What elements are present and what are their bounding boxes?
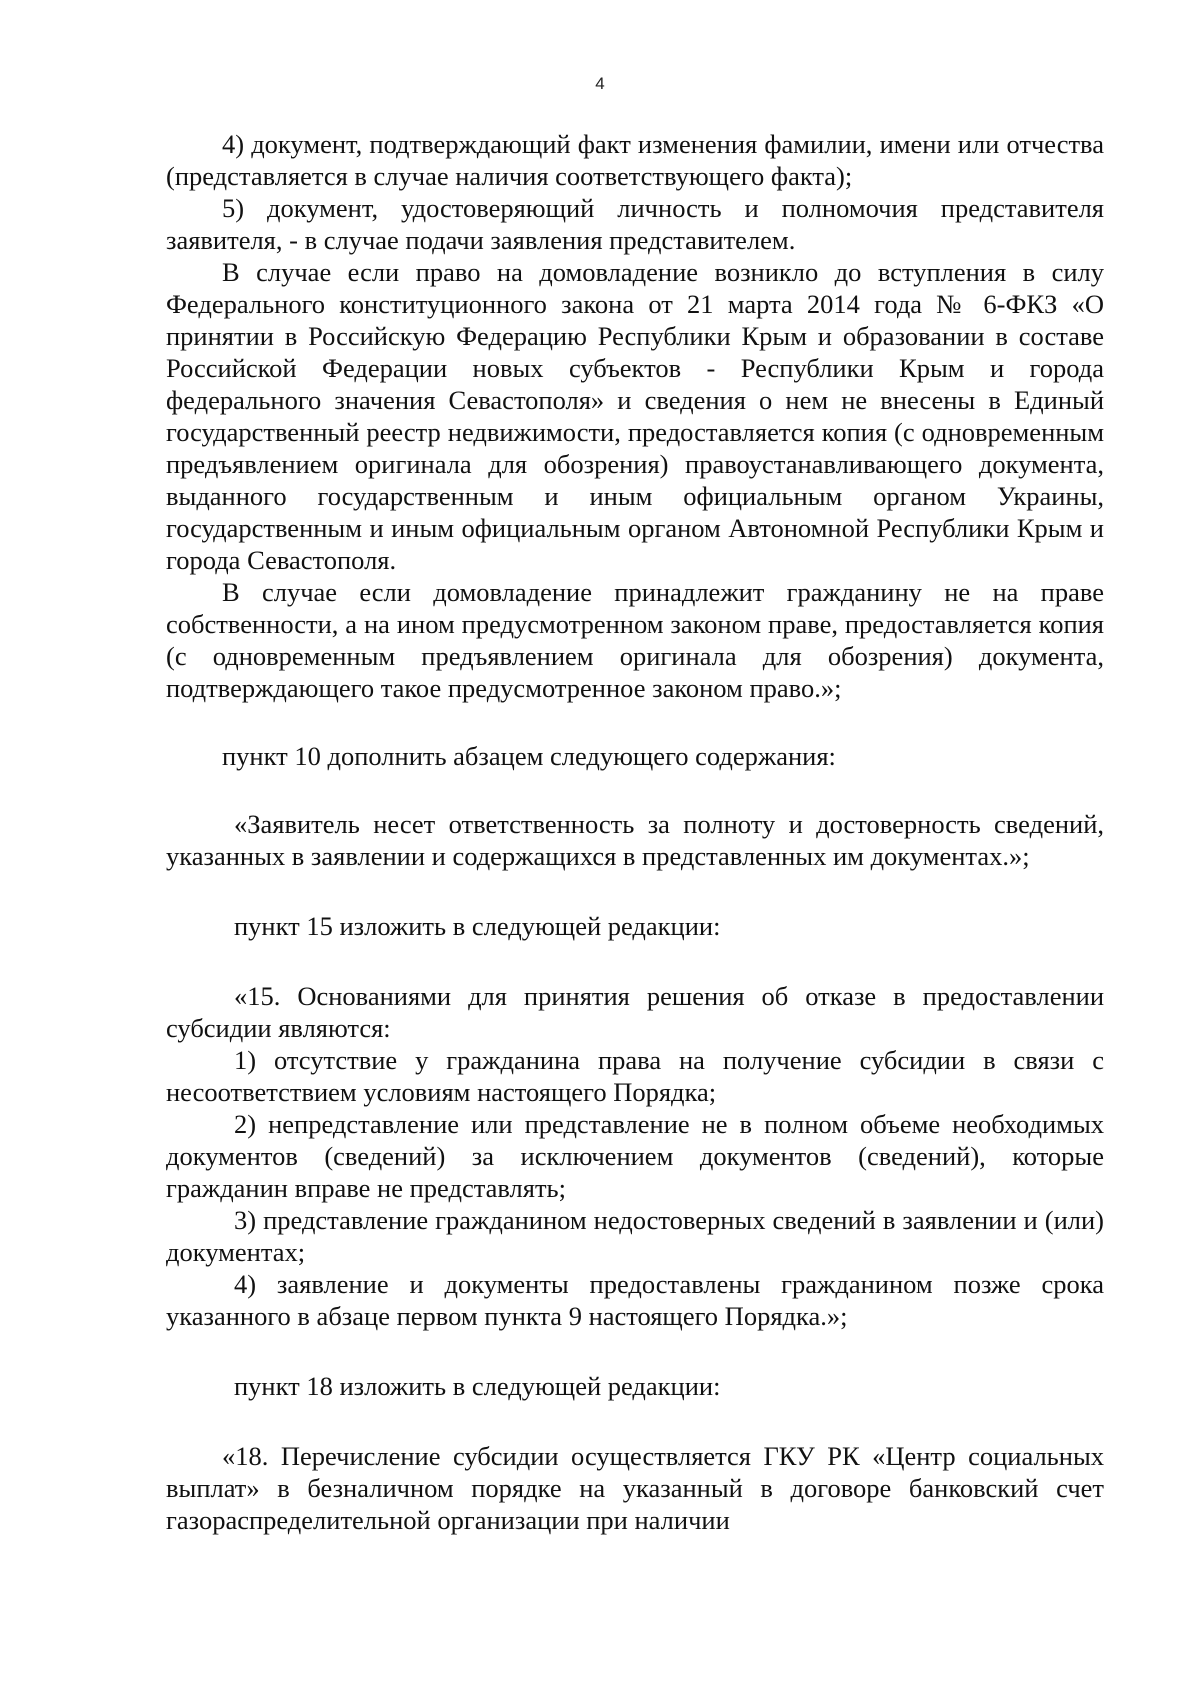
quote-point-18: «18. Перечисление субсидии осуществляется ГКУ РК «Центр социальных выплат» в безналичном порядке на указанный в договоре банковский счет газораспределительной организации при наличии bbox=[166, 1441, 1104, 1535]
refusal-ground-3: 3) представление гражданином недостоверных сведений в заявлении и (или) документах; bbox=[166, 1205, 1104, 1267]
paragraph-crimea-rights: В случае если право на домовладение возникло до вступления в силу Федерального конституционного закона от 21 марта 2014 года № 6-ФКЗ «О принятии в Российскую Федерацию Республики Крым и образовании в составе Российской Федерации новых субъектов - Республики Крым и города федерального значения Севастополя» и сведения о нем не внесены в Единый государственный реестр недвижимости, предоставляется копия (с одновременным предъявлением оригинала для обозрения) правоустанавливающего документа, выданного государственным и иным официальным органом Украины, государственным и иным официальным органом Автономной Республики Крым и города Севастополя. bbox=[166, 257, 1104, 575]
page-number: 4 bbox=[595, 74, 605, 93]
paragraph-item-4: 4) документ, подтверждающий факт изменения фамилии, имени или отчества (представляется в случае наличия соответствующего факта); bbox=[166, 129, 1104, 191]
refusal-ground-1: 1) отсутствие у гражданина права на получение субсидии в связи с несоответствием условиям настоящего Порядка; bbox=[166, 1045, 1104, 1107]
amendment-point-10: пункт 10 дополнить абзацем следующего содержания: bbox=[222, 741, 836, 771]
document-body bbox=[166, 128, 1104, 1536]
paragraph-item-5: 5) документ, удостоверяющий личность и полномочия представителя заявителя, - в случае подачи заявления представителем. bbox=[166, 193, 1104, 255]
refusal-ground-4: 4) заявление и документы предоставлены гражданином позже срока указанного в абзаце первом пункта 9 настоящего Порядка.»; bbox=[166, 1269, 1104, 1331]
amendment-point-18: пункт 18 изложить в следующей редакции: bbox=[234, 1371, 721, 1401]
quote-point-15-intro: «15. Основаниями для принятия решения об отказе в предоставлении субсидии являются: bbox=[166, 981, 1104, 1043]
refusal-ground-2: 2) непредставление или представление не в полном объеме необходимых документов (сведений) за исключением документов (сведений), которые гражданин вправе не представлять; bbox=[166, 1109, 1104, 1203]
paragraph-other-rights: В случае если домовладение принадлежит гражданину не на праве собственности, а на ином предусмотренном законом праве, предоставляется копия (с одновременным предъявлением оригинала для обозрения) документа, подтверждающего такое предусмотренное законом право.»; bbox=[166, 577, 1104, 703]
amendment-point-15: пункт 15 изложить в следующей редакции: bbox=[234, 911, 721, 941]
quote-applicant-responsibility: «Заявитель несет ответственность за полноту и достоверность сведений, указанных в заявлении и содержащихся в представленных им документах.»; bbox=[166, 809, 1104, 871]
